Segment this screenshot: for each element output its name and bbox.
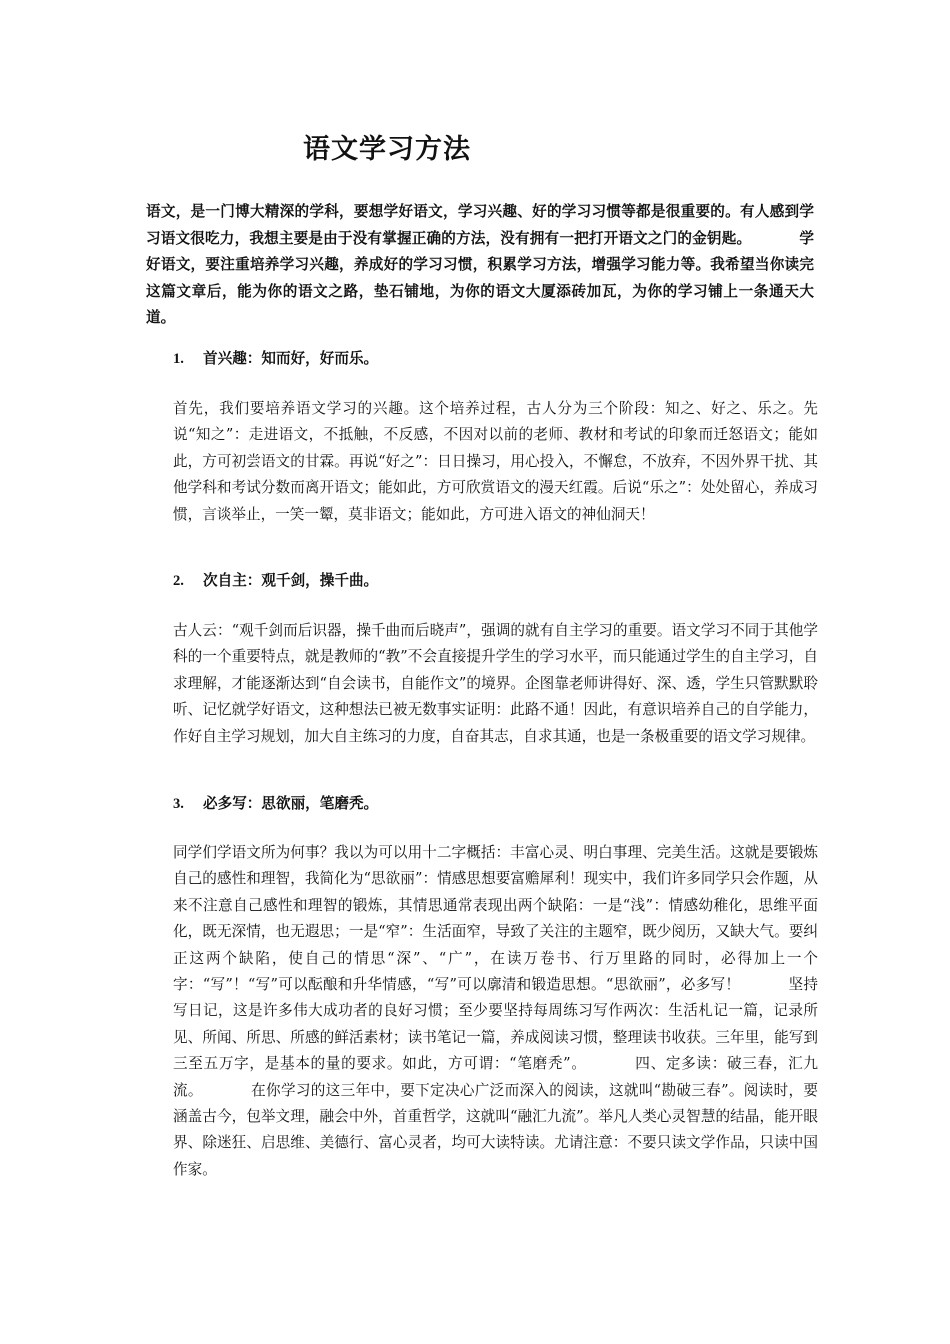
section-body-part3: 四、定多读：破三春，汇九流。 (173, 1055, 818, 1099)
section-heading (173, 346, 378, 372)
section-body-part4: 在你学习的这三年中，要下定决心广泛而深入的阅读，这就叫“勘破三春”。阅读时，要涵盖古今，包举文理，融会中外，首重哲学，这就叫“融汇九流”。举凡人类心灵智慧的结晶，能开眼界、除迷狂、启思维、美德行、富心灵者，均可大读特读。尤请注意：不要只读文学作品，只读中国作家。 (173, 1081, 818, 1178)
section-number: 1. (173, 351, 184, 367)
section-heading-text: 必多写：思欲丽，笔磨秃。 (203, 795, 379, 812)
section-heading-text: 首兴趣：知而好，好而乐。 (203, 350, 379, 367)
section-body-part1: 同学们学语文所为何事？我以为可以用十二字概括：丰富心灵、明白事理、完美生活。这就是要锻炼自己的感性和理智，我简化为“思欲丽”：情感思想要富赡犀利！现实中，我们许多同学只会作题，从来不注意自己感性和理智的锻炼，其情思通常表现出两个缺陷：一是“浅”：情感幼稚化，思维平面化，既无深情，也无遐思；一是“窄”：生活面窄，导致了关注的主题窄，既少阅历，又缺大气。要纠正这两个缺陷，使自己的情思“深”、“广”，在读万卷书、行万里路的同时，必得加上一个字：“写”！“写”可以酝酿和升华情感，“写”可以廓清和锻造思想。“思欲丽”，必多写！ (173, 844, 818, 994)
section-body-part2: 坚持写日记，这是许多伟大成功者的良好习惯；至少要坚持每周练习写作两次：生活札记一篇，记录所见、所闻、所思、所感的鲜活素材；读书笔记一篇，养成阅读习惯，整理读书收获。三年里，能写到三至五万字，是基本的量的要求。如此，方可谓：“笔磨秃”。 (173, 976, 818, 1073)
intro-text-part2: 学好语文，要注重培养学习兴趣，养成好的学习习惯，积累学习方法，增强学习能力等。我希望当你读完这篇文章后，能为你的语文之路，垫石铺地，为你的语文大厦添砖加瓦，为你的学习铺上一条通天大道。 (146, 229, 814, 327)
intro-text-part1: 语文，是一门博大精深的学科，要想学好语文，学习兴趣、好的学习习惯等都是很重要的。有人感到学习语文很吃力，我想主要是由于没有掌握正确的方法，没有拥有一把打开语文之门的金钥匙。 (146, 203, 814, 247)
section-body: 古人云：“观千剑而后识器，操千曲而后晓声”，强调的就有自主学习的重要。语文学习不同于其他学科的一个重要特点，就是教师的“教”不会直接提升学生的学习水平，而只能通过学生的自主学习，自求理解，才能逐渐达到“自会读书，自能作文”的境界。企图靠老师讲得好、深、透，学生只管默默聆听、记忆就学好语文，这种想法已被无数事实证明：此路不通！因此，有意识培养自己的自学能力，作好自主学习规划，加大自主练习的力度，自奋其志，自求其通，也是一条极重要的语文学习规律。 (173, 622, 818, 745)
section-heading (173, 791, 378, 817)
section-heading-text: 次自主：观千剑，操千曲。 (203, 572, 379, 589)
section-number: 2. (173, 573, 184, 589)
section-number: 3. (173, 796, 184, 812)
document-title: 语文学习方法 (303, 134, 471, 165)
section-body (173, 840, 818, 1183)
section-heading (173, 568, 378, 594)
intro-paragraph (146, 199, 814, 332)
section-body: 首先，我们要培养语文学习的兴趣。这个培养过程，古人分为三个阶段：知之、好之、乐之。先说“知之”：走进语文，不抵触，不反感，不因对以前的老师、教材和考试的印象而迁怒语文；能如此，方可初尝语文的甘霖。再说“好之”：日日操习，用心投入，不懈怠，不放弃，不因外界干扰、其他学科和考试分数而离开语文；能如此，方可欣赏语文的漫天红霞。后说“乐之”：处处留心，养成习惯，言谈举止，一笑一颦，莫非语文；能如此，方可进入语文的神仙洞天！ (173, 400, 818, 523)
